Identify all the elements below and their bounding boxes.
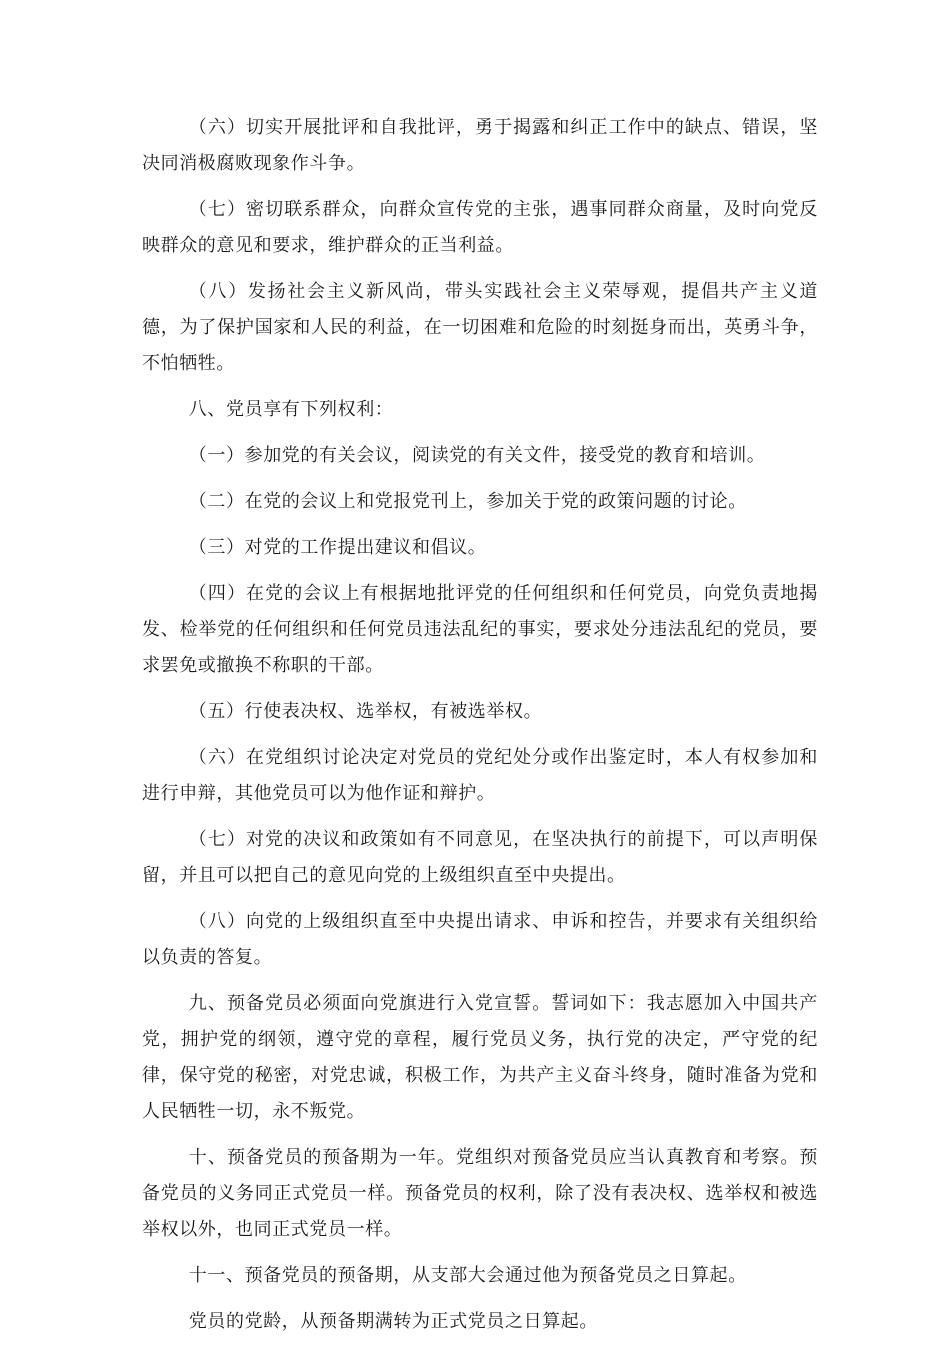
section-heading-member-rights: 八、党员享有下列权利： <box>188 399 394 420</box>
paragraph-right-7: （七）对党的决议和政策如有不同意见，在坚决执行的前提下，可以声明保留，并且可以把自己的意见向党的上级组织直至中央提出。 <box>142 829 818 886</box>
paragraph-item-8-new-customs: （八）发扬社会主义新风尚，带头实践社会主义荣辱观，提倡共产主义道德，为了保护国家和人民的利益，在一切困难和危险的时刻挺身而出，英勇斗争，不怕牺牲。 <box>142 281 818 374</box>
section-probation-period: 十、预备党员的预备期为一年。党组织对预备党员应当认真教育和考察。预备党员的义务同正式党员一样。预备党员的权利，除了没有表决权、选举权和被选举权以外，也同正式党员一样。 <box>142 1147 818 1240</box>
paragraph-right-8: （八）向党的上级组织直至中央提出请求、申诉和控告，并要求有关组织给以负责的答复。 <box>142 911 818 968</box>
section-probation-start: 十一、预备党员的预备期，从支部大会通过他为预备党员之日算起。 <box>188 1265 747 1286</box>
paragraph-right-5: （五）行使表决权、选举权，有被选举权。 <box>188 701 543 722</box>
paragraph-party-standing: 党员的党龄，从预备期满转为正式党员之日算起。 <box>188 1311 598 1332</box>
paragraph-right-1: （一）参加党的有关会议，阅读党的有关文件，接受党的教育和培训。 <box>188 445 766 466</box>
section-oath: 九、预备党员必须面向党旗进行入党宣誓。誓词如下：我志愿加入中国共产党，拥护党的纲领，遵守党的章程，履行党员义务，执行党的决定，严守党的纪律，保守党的秘密，对党忠诚，积极工作，为共产主义奋斗终身，随时准备为党和人民牺牲一切，永不叛党。 <box>142 993 818 1122</box>
document-body <box>142 110 818 1350</box>
paragraph-right-4: （四）在党的会议上有根据地批评党的任何组织和任何党员，向党负责地揭发、检举党的任何组织和任何党员违法乱纪的事实，要求处分违法乱纪的党员，要求罢免或撤换不称职的干部。 <box>142 583 818 676</box>
paragraph-right-6: （六）在党组织讨论决定对党员的党纪处分或作出鉴定时，本人有权参加和进行申辩，其他党员可以为他作证和辩护。 <box>142 747 818 804</box>
paragraph-item-7-mass-contact: （七）密切联系群众，向群众宣传党的主张，遇事同群众商量，及时向党反映群众的意见和要求，维护群众的正当利益。 <box>142 199 818 256</box>
paragraph-right-3: （三）对党的工作提出建议和倡议。 <box>188 537 487 558</box>
paragraph-right-2: （二）在党的会议上和党报党刊上，参加关于党的政策问题的讨论。 <box>188 491 747 512</box>
paragraph-item-6-self-criticism: （六）切实开展批评和自我批评，勇于揭露和纠正工作中的缺点、错误，坚决同消极腐败现象作斗争。 <box>142 117 818 174</box>
